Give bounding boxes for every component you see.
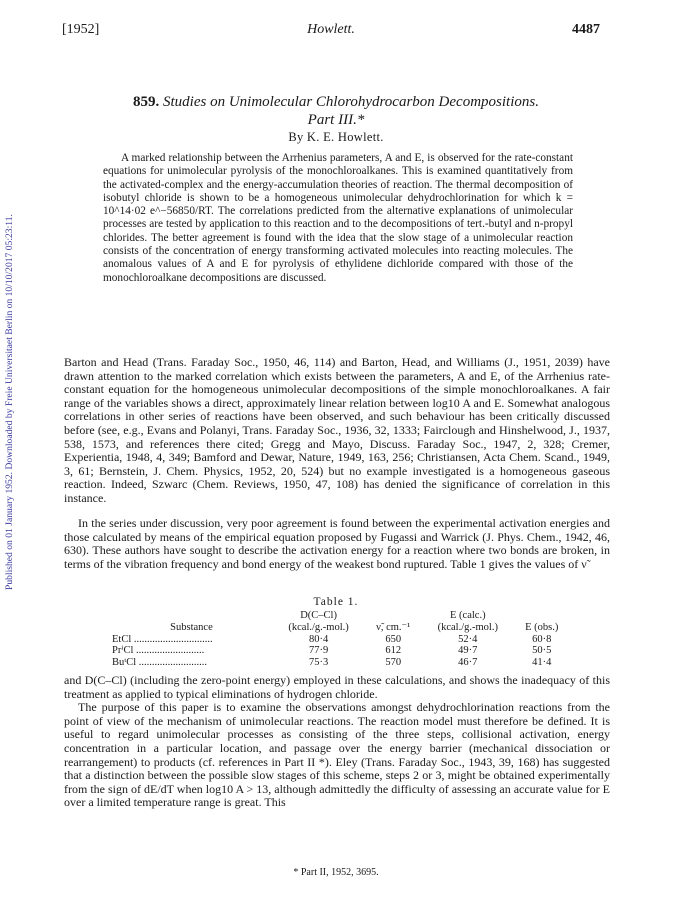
table-header-cell: ν̃, cm.⁻¹	[376, 621, 411, 633]
table-cell: 46·7	[458, 657, 478, 669]
paragraph-2	[64, 517, 610, 571]
table-header-cell: Substance	[170, 621, 213, 633]
table-cell: 60·8	[532, 633, 552, 645]
paragraph-3b-text: The purpose of this paper is to examine the observations amongst dehydrochlorination reactions from the point of view of the mechanism of unimolecular reactions. The reaction model must therefore be defined. It is useful to regard unimolecular processes as consisting of the three steps, collisional activation, energy concentration in a particular location, and passage over the energy barrier (mechanical dissociation or rearrangement) to products (cf. references in Part II *). Eley (Trans. Faraday Soc., 1943, 39, 168) has suggested that a distinction between the possible slow stages of this scheme, steps 2 or 3, might be obtained experimentally from the sign of dE/dT when log10 A > 13, although admittedly the difficulty of assessing an accurate value for E over a limited temperature range is great. This	[64, 700, 610, 810]
title-line-1: Studies on Unimolecular Chlorohydrocarbon Decompositions.	[163, 94, 539, 110]
data-table	[112, 610, 568, 669]
footnote: * Part II, 1952, 3695.	[293, 867, 379, 878]
table-cell: 570	[385, 657, 402, 669]
table-row	[112, 657, 568, 669]
table-row	[112, 634, 568, 646]
header-year: [1952]	[62, 22, 100, 37]
paragraph-3a-text: and D(C–Cl) (including the zero-point energy) employed in these calculations, and shows the inadequacy of this treatment as applied to typical eliminations of hydrogen chloride.	[64, 673, 610, 701]
table-header-row-1	[112, 610, 568, 622]
table-header-cell	[112, 610, 271, 622]
table-cell: 650	[385, 633, 402, 645]
table-cell: 612	[385, 645, 402, 657]
paragraph-1-text: Barton and Head (Trans. Faraday Soc., 1950, 46, 114) and Barton, Head, and Williams (J., 1951, 2039) have drawn attention to the marked correlation which exists between the parameters, A and E, of the Arrhenius rate-constant equation for the homogeneous unimolecular decompositions of the simple monochloroalkanes. A fair range of the variables shows a direct, approximately linear relation between log10 A and E. Somewhat analogous correlations in other series of reactions have been observed, and such behaviour has been critically discussed before (see, e.g., Evans and Polanyi, Trans. Faraday Soc., 1936, 32, 1333; Fairclough and Hinshelwood, J., 1937, 538, 1573, and references there cited; Gregg and Mayo, Discuss. Faraday Soc., 1947, 2, 328; Cremer, Experientia, 1948, 4, 349; Bamford and Dewar, Nature, 1949, 163, 256; Christiansen, Acta Chem. Scand., 1949, 3, 61; Bernstein, J. Chem. Physics, 1952, 20, 524) but no example investigated is a homogeneous gaseous reaction. Indeed, Szwarc (Chem. Reviews, 1950, 47, 108) has denied the significance of correlation in this instance.	[64, 355, 610, 505]
table-header-cell: D(C–Cl)	[300, 610, 337, 621]
header-author: Howlett.	[307, 22, 355, 37]
byline: By K. E. Howlett.	[288, 130, 384, 144]
abstract	[103, 152, 573, 285]
paragraph-2-text: In the series under discussion, very poor agreement is found between the experimental activation energies and those calculated by means of the empirical equation proposed by Fugassi and Warrick (J. Phys. Chem., 1942, 46, 630). These authors have sought to describe the activation energy for a reaction where two bonds are broken, in terms of the vibration frequency and bond energy of the weakest bond ruptured. Table 1 gives the values of ν̃	[64, 516, 610, 571]
title-line-2: Part III.*	[307, 112, 365, 128]
table-cell: 77·9	[308, 645, 329, 657]
table-cell: BuᵗCl ..........................	[112, 657, 208, 669]
paper-number: 859.	[133, 94, 160, 110]
side-publication-note	[2, 150, 16, 590]
side-note-text: Published on 01 January 1952. Downloaded by Freie Universitaet Berlin on 10/10/2017 05:23:11.	[4, 214, 15, 590]
table-cell: 41·4	[532, 657, 552, 669]
table-row	[112, 645, 568, 657]
paragraph-3	[64, 674, 610, 810]
table-header-cell: E (calc.)	[450, 610, 486, 621]
paper-title	[62, 93, 610, 129]
header-page-number: 4487	[572, 22, 600, 37]
table-header-row-2	[112, 622, 568, 634]
table-header-cell: (kcal./g.-mol.)	[288, 621, 349, 633]
table-cell: 75·3	[308, 657, 329, 669]
table-header-cell	[366, 610, 420, 622]
table-cell: 49·7	[458, 645, 478, 657]
table-cell: PrⁱCl ..........................	[112, 645, 205, 657]
paragraph-1	[64, 356, 610, 506]
abstract-text: A marked relationship between the Arrhenius parameters, A and E, is observed for the rate-constant equations for unimolecular pyrolysis of the monochloroalkanes. This is examined quantitatively from the activated-complex and the energy-accumulation theories of reaction. The thermal decomposition of isobutyl chloride is shown to be a homogeneous unimolecular dehydrochlorination for which k = 10^14·02 e^−56850/RT. The correlations predicted from the alternative explanations of unimolecular processes are tested by application to this reaction and to the decompositions of tert.-butyl and n-propyl chlorides. The better agreement is found with the idea that the slow stage of a unimolecular reaction consists of the concentration of energy transforming activated molecules into reacting molecules. The anomalous values of A and E for pyrolysis of ethylidene dichloride compared with those of the monochloroalkane decompositions are discussed.	[103, 152, 573, 284]
table-cell: EtCl ..............................	[112, 633, 213, 645]
table-header-cell: E (obs.)	[525, 621, 559, 633]
table-title: Table 1.	[313, 596, 359, 608]
table-header-cell	[515, 610, 568, 622]
table-header-cell: (kcal./g.-mol.)	[437, 621, 498, 633]
running-header	[62, 22, 600, 42]
table-cell: 80·4	[308, 633, 329, 645]
table-cell: 50·5	[532, 645, 552, 657]
table-cell: 52·4	[458, 633, 478, 645]
